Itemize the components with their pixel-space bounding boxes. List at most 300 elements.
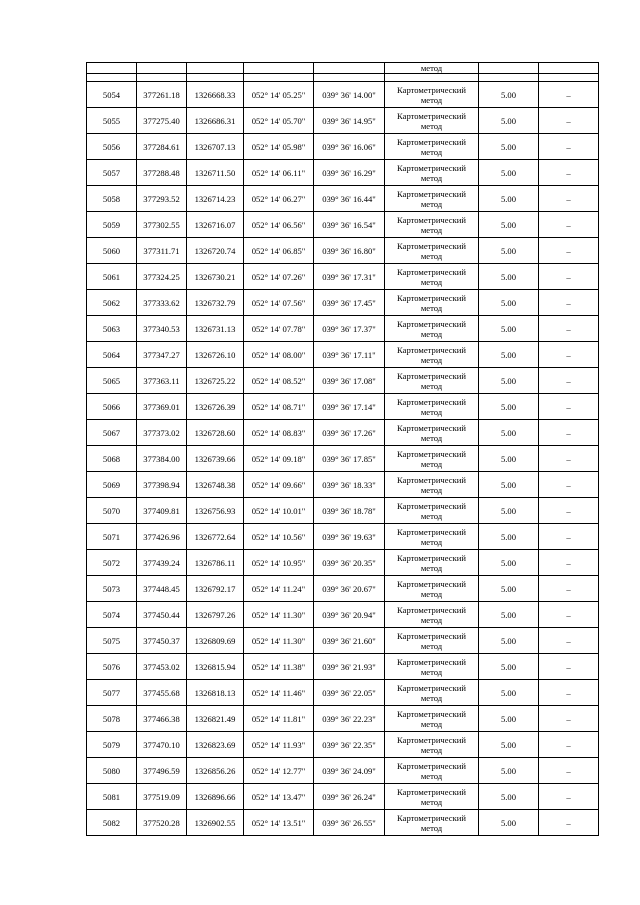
note-cell: – [539,758,599,784]
point-number-cell: 5081 [87,784,137,810]
method-line-1: Картометрический [397,474,466,485]
method-line-2: метод [420,172,443,183]
table-row [87,654,599,680]
longitude-cell: 039° 36' 18.33" [314,472,385,498]
table-row [87,420,599,446]
x-coordinate-cell: 377261.18 [137,82,187,108]
latitude-cell: 052° 14' 13.47" [244,784,314,810]
method-cell [385,82,479,108]
point-number-cell: 5067 [87,420,137,446]
method-line-1: Картометрический [397,630,466,641]
longitude-cell: 039° 36' 17.45" [314,290,385,316]
method-line-2: метод [420,692,443,703]
point-number-cell: 5064 [87,342,137,368]
method-line-2: метод [420,458,443,469]
method-cell [385,290,479,316]
table-row [87,186,599,212]
y-coordinate-cell: 1326728.60 [187,420,244,446]
table-row [87,784,599,810]
table-cell [479,74,539,82]
y-coordinate-cell: 1326815.94 [187,654,244,680]
method-cell [385,472,479,498]
accuracy-cell: 5.00 [479,472,539,498]
note-cell: – [539,732,599,758]
table-cell [244,74,314,82]
method-line-1: Картометрический [397,526,466,537]
latitude-cell: 052° 14' 06.11" [244,160,314,186]
method-cell [385,732,479,758]
method-line-2: метод [420,354,443,365]
accuracy-cell: 5.00 [479,498,539,524]
table-row [87,576,599,602]
y-coordinate-cell: 1326821.49 [187,706,244,732]
note-cell: – [539,290,599,316]
table-row [87,524,599,550]
x-coordinate-cell: 377284.61 [137,134,187,160]
y-coordinate-cell: 1326896.66 [187,784,244,810]
method-line-1: Картометрический [397,344,466,355]
accuracy-cell: 5.00 [479,524,539,550]
y-coordinate-cell: 1326739.66 [187,446,244,472]
method-line-2: метод [420,224,443,235]
point-number-cell: 5057 [87,160,137,186]
longitude-cell: 039° 36' 17.85" [314,446,385,472]
longitude-cell: 039° 36' 17.08" [314,368,385,394]
latitude-cell: 052° 14' 13.51" [244,810,314,836]
latitude-cell: 052° 14' 05.25" [244,82,314,108]
y-coordinate-cell: 1326668.33 [187,82,244,108]
longitude-cell: 039° 36' 17.31" [314,264,385,290]
accuracy-cell: 5.00 [479,654,539,680]
method-line-1: Картометрический [397,552,466,563]
method-line-2: метод [420,744,443,755]
note-cell: – [539,212,599,238]
method-cell [385,160,479,186]
method-line-2: метод [420,796,443,807]
accuracy-cell: 5.00 [479,186,539,212]
x-coordinate-cell: 377333.62 [137,290,187,316]
point-number-cell: 5075 [87,628,137,654]
method-cell [385,108,479,134]
note-cell: – [539,394,599,420]
latitude-cell: 052° 14' 09.18" [244,446,314,472]
table-row [87,628,599,654]
longitude-cell: 039° 36' 19.63" [314,524,385,550]
table-row [87,160,599,186]
method-line-2: метод [420,640,443,651]
latitude-cell: 052° 14' 10.56" [244,524,314,550]
latitude-cell: 052° 14' 11.46" [244,680,314,706]
point-number-cell: 5055 [87,108,137,134]
y-coordinate-cell: 1326786.11 [187,550,244,576]
table-row [87,550,599,576]
accuracy-cell: 5.00 [479,732,539,758]
table-cell [539,63,599,74]
method-line-2: метод [420,328,443,339]
note-cell: – [539,82,599,108]
point-number-cell: 5068 [87,446,137,472]
note-cell: – [539,134,599,160]
note-cell: – [539,706,599,732]
table-row [87,134,599,160]
method-line-1: Картометрический [397,448,466,459]
longitude-cell: 039° 36' 17.26" [314,420,385,446]
table-body [87,63,599,836]
method-tail-cell: метод [385,63,479,74]
method-cell [385,654,479,680]
longitude-cell: 039° 36' 14.00" [314,82,385,108]
method-cell [385,238,479,264]
point-number-cell: 5059 [87,212,137,238]
accuracy-cell: 5.00 [479,212,539,238]
note-cell: – [539,784,599,810]
x-coordinate-cell: 377384.00 [137,446,187,472]
y-coordinate-cell: 1326856.26 [187,758,244,784]
method-line-1: Картометрический [397,266,466,277]
method-line-1: Картометрический [397,812,466,823]
method-line-2: метод [420,146,443,157]
note-cell: – [539,160,599,186]
table-cell [87,63,137,74]
accuracy-cell: 5.00 [479,394,539,420]
method-line-2: метод [420,380,443,391]
latitude-cell: 052° 14' 06.27" [244,186,314,212]
table-row [87,82,599,108]
x-coordinate-cell: 377426.96 [137,524,187,550]
accuracy-cell: 5.00 [479,342,539,368]
note-cell: – [539,602,599,628]
method-line-2: метод [420,718,443,729]
method-line-1: Картометрический [397,760,466,771]
latitude-cell: 052° 14' 08.71" [244,394,314,420]
x-coordinate-cell: 377455.68 [137,680,187,706]
x-coordinate-cell: 377520.28 [137,810,187,836]
accuracy-cell: 5.00 [479,160,539,186]
table-cell [314,63,385,74]
latitude-cell: 052° 14' 08.52" [244,368,314,394]
table-row [87,238,599,264]
table-cell [244,63,314,74]
latitude-cell: 052° 14' 11.30" [244,628,314,654]
x-coordinate-cell: 377496.59 [137,758,187,784]
note-cell: – [539,446,599,472]
longitude-cell: 039° 36' 17.14" [314,394,385,420]
point-number-cell: 5062 [87,290,137,316]
note-cell: – [539,108,599,134]
note-cell: – [539,472,599,498]
y-coordinate-cell: 1326725.22 [187,368,244,394]
accuracy-cell: 5.00 [479,368,539,394]
table-row [87,758,599,784]
method-line-1: Картометрический [397,500,466,511]
method-line-1: Картометрический [397,708,466,719]
method-line-2: метод [420,120,443,131]
method-cell [385,524,479,550]
latitude-cell: 052° 14' 10.01" [244,498,314,524]
longitude-cell: 039° 36' 26.24" [314,784,385,810]
longitude-cell: 039° 36' 14.95" [314,108,385,134]
note-cell: – [539,342,599,368]
x-coordinate-cell: 377369.01 [137,394,187,420]
note-cell: – [539,420,599,446]
method-cell [385,628,479,654]
method-line-1: Картометрический [397,370,466,381]
table-row [87,368,599,394]
latitude-cell: 052° 14' 07.56" [244,290,314,316]
method-cell [385,576,479,602]
method-line-1: Картометрический [397,84,466,95]
longitude-cell: 039° 36' 18.78" [314,498,385,524]
method-cell [385,186,479,212]
note-cell: – [539,628,599,654]
continued-header-row [87,63,599,74]
method-line-1: Картометрический [397,396,466,407]
accuracy-cell: 5.00 [479,238,539,264]
point-number-cell: 5061 [87,264,137,290]
x-coordinate-cell: 377324.25 [137,264,187,290]
point-number-cell: 5069 [87,472,137,498]
table-row [87,212,599,238]
note-cell: – [539,524,599,550]
method-line-2: метод [420,770,443,781]
method-cell [385,342,479,368]
method-line-2: метод [420,536,443,547]
method-line-2: метод [420,666,443,677]
accuracy-cell: 5.00 [479,550,539,576]
x-coordinate-cell: 377453.02 [137,654,187,680]
latitude-cell: 052° 14' 07.78" [244,316,314,342]
point-number-cell: 5054 [87,82,137,108]
note-cell: – [539,680,599,706]
method-line-2: метод [420,406,443,417]
method-cell [385,316,479,342]
latitude-cell: 052° 14' 10.95" [244,550,314,576]
method-line-1: Картометрический [397,110,466,121]
latitude-cell: 052° 14' 07.26" [244,264,314,290]
note-cell: – [539,550,599,576]
table-row [87,602,599,628]
table-row [87,394,599,420]
spacer-row [87,74,599,82]
y-coordinate-cell: 1326716.07 [187,212,244,238]
point-number-cell: 5060 [87,238,137,264]
table-row [87,810,599,836]
x-coordinate-cell: 377275.40 [137,108,187,134]
table-cell [137,63,187,74]
x-coordinate-cell: 377311.71 [137,238,187,264]
note-cell: – [539,238,599,264]
longitude-cell: 039° 36' 16.54" [314,212,385,238]
latitude-cell: 052° 14' 05.70" [244,108,314,134]
accuracy-cell: 5.00 [479,316,539,342]
method-line-2: метод [420,484,443,495]
latitude-cell: 052° 14' 12.77" [244,758,314,784]
point-number-cell: 5076 [87,654,137,680]
accuracy-cell: 5.00 [479,784,539,810]
method-line-2: метод [420,94,443,105]
point-number-cell: 5070 [87,498,137,524]
table-row [87,446,599,472]
longitude-cell: 039° 36' 24.09" [314,758,385,784]
table-row [87,472,599,498]
table-row [87,706,599,732]
latitude-cell: 052° 14' 06.56" [244,212,314,238]
longitude-cell: 039° 36' 20.35" [314,550,385,576]
x-coordinate-cell: 377398.94 [137,472,187,498]
method-line-2: метод [420,614,443,625]
method-line-1: Картометрический [397,656,466,667]
method-line-1: Картометрический [397,292,466,303]
point-number-cell: 5074 [87,602,137,628]
note-cell: – [539,186,599,212]
point-number-cell: 5072 [87,550,137,576]
method-cell [385,810,479,836]
y-coordinate-cell: 1326748.38 [187,472,244,498]
table-cell [187,74,244,82]
method-line-2: метод [420,510,443,521]
y-coordinate-cell: 1326797.26 [187,602,244,628]
method-line-1: Картометрический [397,682,466,693]
method-line-1: Картометрический [397,604,466,615]
accuracy-cell: 5.00 [479,82,539,108]
method-line-2: метод [420,562,443,573]
method-line-2: метод [420,822,443,833]
table-cell [314,74,385,82]
note-cell: – [539,576,599,602]
y-coordinate-cell: 1326707.13 [187,134,244,160]
y-coordinate-cell: 1326714.23 [187,186,244,212]
y-coordinate-cell: 1326809.69 [187,628,244,654]
method-cell [385,706,479,732]
longitude-cell: 039° 36' 22.35" [314,732,385,758]
accuracy-cell: 5.00 [479,706,539,732]
x-coordinate-cell: 377340.53 [137,316,187,342]
note-cell: – [539,264,599,290]
method-cell [385,446,479,472]
table-row [87,498,599,524]
point-number-cell: 5058 [87,186,137,212]
accuracy-cell: 5.00 [479,108,539,134]
longitude-cell: 039° 36' 16.80" [314,238,385,264]
accuracy-cell: 5.00 [479,576,539,602]
method-line-2: метод [420,302,443,313]
table-row [87,108,599,134]
point-number-cell: 5063 [87,316,137,342]
table-row [87,290,599,316]
longitude-cell: 039° 36' 16.44" [314,186,385,212]
note-cell: – [539,654,599,680]
method-line-1: Картометрический [397,240,466,251]
y-coordinate-cell: 1326792.17 [187,576,244,602]
y-coordinate-cell: 1326818.13 [187,680,244,706]
x-coordinate-cell: 377288.48 [137,160,187,186]
accuracy-cell: 5.00 [479,420,539,446]
accuracy-cell: 5.00 [479,680,539,706]
table-cell [187,63,244,74]
note-cell: – [539,498,599,524]
accuracy-cell: 5.00 [479,446,539,472]
method-cell [385,368,479,394]
y-coordinate-cell: 1326731.13 [187,316,244,342]
table-cell [385,74,479,82]
method-cell [385,212,479,238]
latitude-cell: 052° 14' 09.66" [244,472,314,498]
table-cell [479,63,539,74]
table-cell [539,74,599,82]
longitude-cell: 039° 36' 17.37" [314,316,385,342]
longitude-cell: 039° 36' 22.05" [314,680,385,706]
accuracy-cell: 5.00 [479,134,539,160]
accuracy-cell: 5.00 [479,628,539,654]
table-row [87,732,599,758]
method-line-2: метод [420,588,443,599]
method-line-1: Картометрический [397,136,466,147]
longitude-cell: 039° 36' 20.67" [314,576,385,602]
longitude-cell: 039° 36' 21.60" [314,628,385,654]
method-cell [385,758,479,784]
x-coordinate-cell: 377439.24 [137,550,187,576]
latitude-cell: 052° 14' 11.93" [244,732,314,758]
method-line-1: Картометрический [397,318,466,329]
point-number-cell: 5073 [87,576,137,602]
point-number-cell: 5077 [87,680,137,706]
y-coordinate-cell: 1326823.69 [187,732,244,758]
point-number-cell: 5066 [87,394,137,420]
table-cell [87,74,137,82]
longitude-cell: 039° 36' 22.23" [314,706,385,732]
latitude-cell: 052° 14' 06.85" [244,238,314,264]
method-line-1: Картометрический [397,734,466,745]
y-coordinate-cell: 1326720.74 [187,238,244,264]
x-coordinate-cell: 377347.27 [137,342,187,368]
method-line-1: Картометрический [397,214,466,225]
method-line-1: Картометрический [397,162,466,173]
x-coordinate-cell: 377373.02 [137,420,187,446]
x-coordinate-cell: 377302.55 [137,212,187,238]
method-cell [385,680,479,706]
x-coordinate-cell: 377466.38 [137,706,187,732]
method-cell [385,134,479,160]
longitude-cell: 039° 36' 26.55" [314,810,385,836]
latitude-cell: 052° 14' 11.38" [244,654,314,680]
accuracy-cell: 5.00 [479,758,539,784]
x-coordinate-cell: 377409.81 [137,498,187,524]
table-cell [137,74,187,82]
method-cell [385,264,479,290]
x-coordinate-cell: 377448.45 [137,576,187,602]
point-number-cell: 5079 [87,732,137,758]
method-line-2: метод [420,276,443,287]
latitude-cell: 052° 14' 08.00" [244,342,314,368]
x-coordinate-cell: 377363.11 [137,368,187,394]
y-coordinate-cell: 1326711.50 [187,160,244,186]
table-row [87,264,599,290]
method-line-1: Картометрический [397,188,466,199]
y-coordinate-cell: 1326756.93 [187,498,244,524]
method-cell [385,420,479,446]
table-row [87,680,599,706]
x-coordinate-cell: 377450.44 [137,602,187,628]
method-cell [385,550,479,576]
y-coordinate-cell: 1326730.21 [187,264,244,290]
latitude-cell: 052° 14' 05.98" [244,134,314,160]
longitude-cell: 039° 36' 17.11" [314,342,385,368]
accuracy-cell: 5.00 [479,810,539,836]
accuracy-cell: 5.00 [479,602,539,628]
method-line-2: метод [420,198,443,209]
latitude-cell: 052° 14' 11.30" [244,602,314,628]
longitude-cell: 039° 36' 16.29" [314,160,385,186]
